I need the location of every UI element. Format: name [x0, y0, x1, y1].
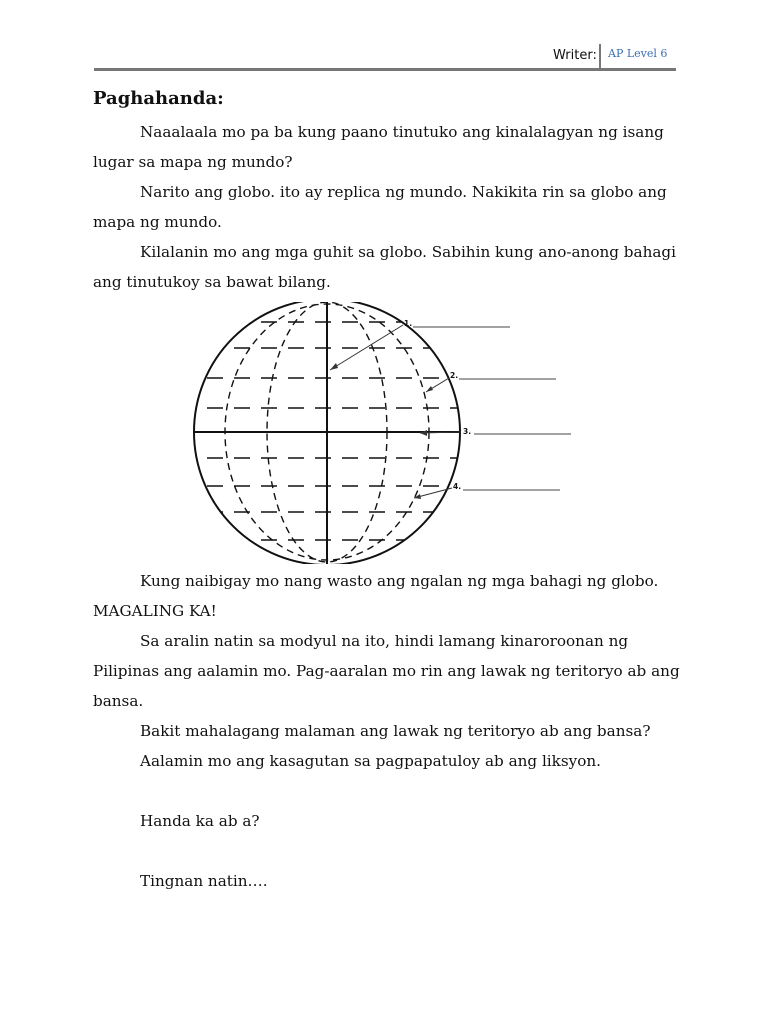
- closing-statement: Aalamin mo ang kasagutan sa pagpapatuloy ab ang liksyon.: [140, 752, 601, 770]
- closing-paragraph-2: Sa aralin natin sa modyul na ito, hindi lamang kinaroroonan ng Pilipinas ang aalamin mo. Pag-aaralan mo rin ang lawak ng teritoryo ab ang bansa.: [93, 632, 680, 710]
- intro-paragraph-2: Narito ang globo. ito ay replica ng mundo. Nakikita rin sa globo ang mapa ng mundo.: [93, 183, 667, 231]
- globe-diagram: [185, 302, 585, 564]
- section-heading: Paghahanda:: [93, 88, 224, 109]
- header-rule: [94, 68, 676, 71]
- intro-text: [93, 117, 683, 297]
- closing-question: Bakit mahalagang malaman ang lawak ng teritoryo ab ang bansa?: [140, 722, 651, 740]
- diagram-label-4: 4.: [453, 482, 462, 491]
- page-header: [0, 0, 768, 80]
- writer-label: Writer:: [553, 48, 597, 63]
- intro-paragraph-3: Kilalanin mo ang mga guhit sa globo. Sabihin kung ano-anong bahagi ang tinutukoy sa bawat bilang.: [93, 243, 676, 291]
- header-divider: [599, 44, 601, 68]
- closing-paragraph-1: Kung naibigay mo nang wasto ang ngalan ng mga bahagi ng globo. MAGALING KA!: [93, 572, 659, 620]
- diagram-label-2: 2.: [450, 371, 459, 380]
- ready-question: Handa ka ab a?: [140, 812, 260, 830]
- level-label: AP Level 6: [608, 47, 668, 60]
- diagram-label-3: 3.: [463, 427, 472, 436]
- diagram-label-1: 1.: [404, 319, 413, 328]
- pointer-lines: [330, 325, 461, 498]
- lets-see-line: Tingnan natin….: [140, 872, 268, 890]
- closing-text: [93, 566, 683, 896]
- intro-paragraph-1: Naaalaala mo pa ba kung paano tinutuko ang kinalalagyan ng isang lugar sa mapa ng mundo?: [93, 123, 664, 171]
